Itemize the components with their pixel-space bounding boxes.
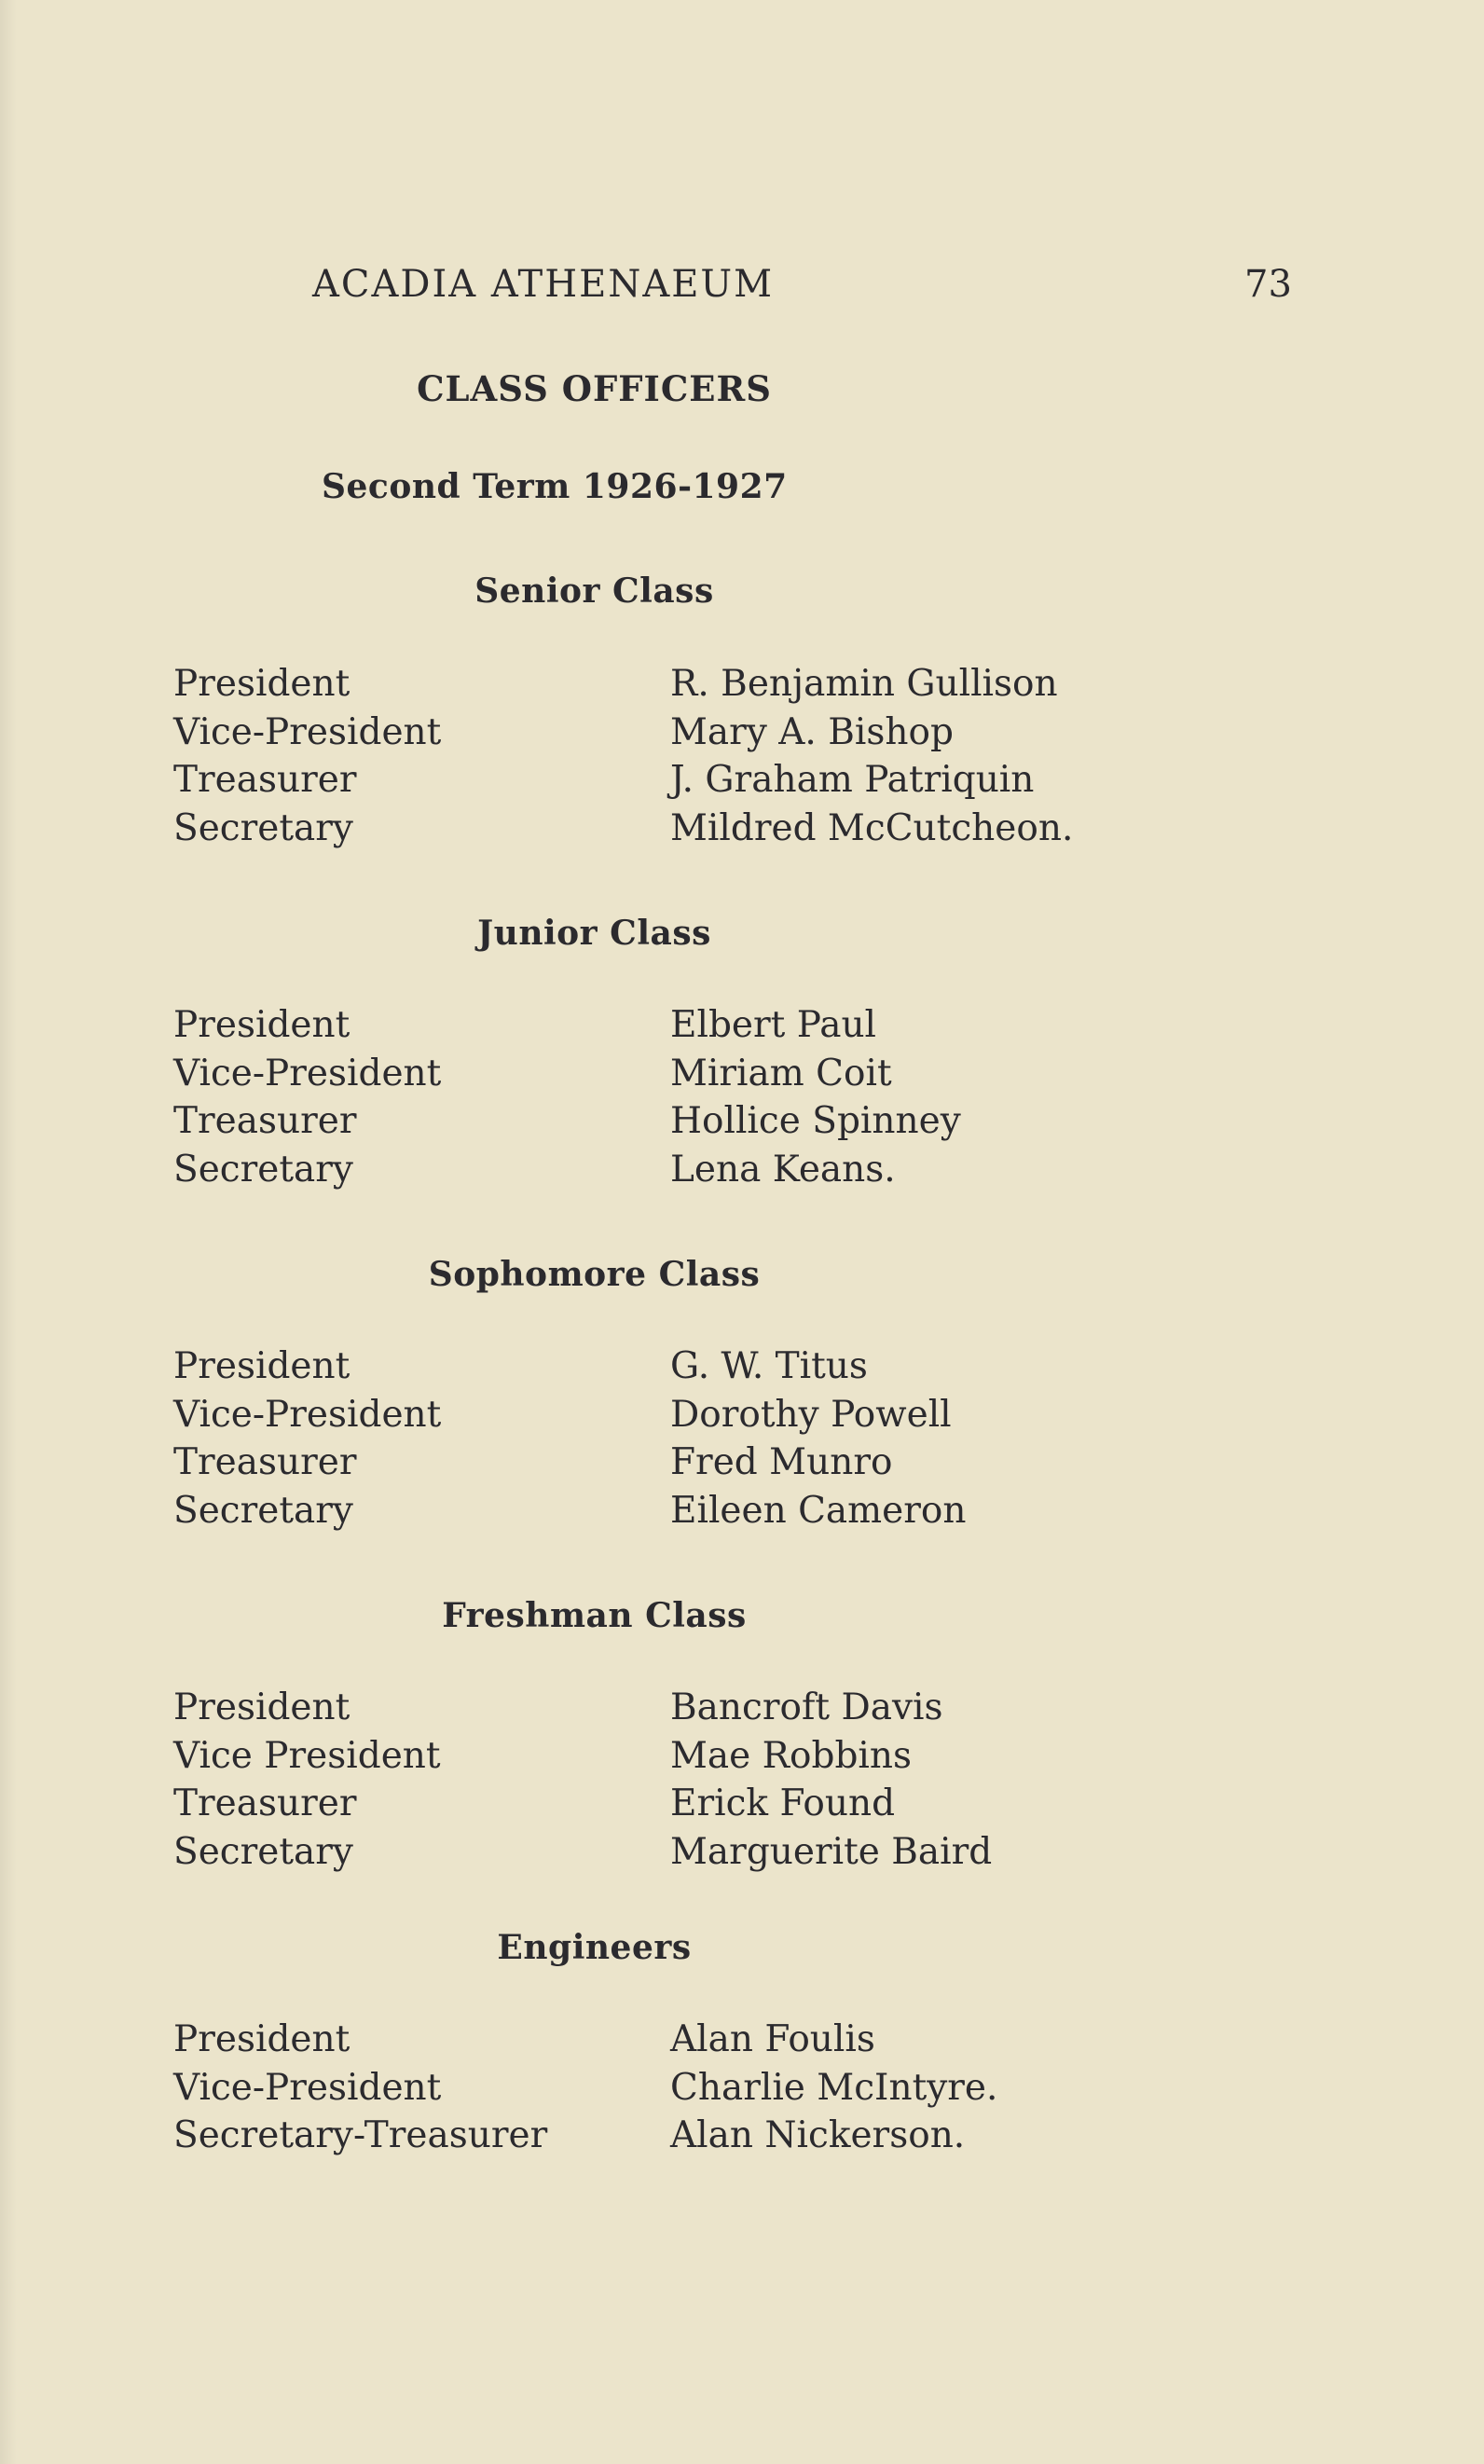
- officer-row: [173, 1391, 1199, 1439]
- officer-name: Alan Foulis: [670, 2018, 875, 2060]
- officer-name: Dorothy Powell: [670, 1393, 952, 1436]
- roster-engineers: [173, 2016, 1199, 2160]
- officer-name: Bancroft Davis: [670, 1686, 943, 1728]
- officer-row: [173, 1342, 1199, 1391]
- officer-name: Hollice Spinney: [670, 1100, 961, 1142]
- officer-row: [173, 2016, 1199, 2064]
- roster-senior: [173, 660, 1199, 852]
- officer-name: Fred Munro: [670, 1441, 893, 1483]
- office-label: Vice-President: [173, 2066, 442, 2109]
- officer-row: [173, 1050, 1199, 1098]
- office-label: President: [173, 1345, 350, 1387]
- officer-row: [173, 1487, 1199, 1535]
- office-label: President: [173, 663, 350, 705]
- office-label: President: [173, 2018, 350, 2060]
- officer-name: Eileen Cameron: [670, 1489, 967, 1532]
- officer-row: [173, 1001, 1199, 1050]
- running-head: ACADIA ATHENAEUM: [312, 263, 775, 306]
- office-label: President: [173, 1686, 350, 1728]
- office-label: Treasurer: [173, 1441, 357, 1483]
- section-title-engineers: Engineers: [497, 1928, 692, 1967]
- officer-name: Elbert Paul: [670, 1004, 877, 1046]
- officer-row: [173, 805, 1199, 853]
- officer-name: Erick Found: [670, 1783, 896, 1824]
- roster-sophomore: [173, 1342, 1199, 1535]
- officer-name: Charlie McIntyre.: [670, 2066, 998, 2109]
- page-number: 73: [1244, 263, 1292, 306]
- page-title: CLASS OFFICERS: [417, 368, 772, 409]
- officer-name: Miriam Coit: [670, 1052, 892, 1094]
- roster-junior: [173, 1001, 1199, 1193]
- officer-row: [173, 709, 1199, 757]
- officer-row: [173, 1684, 1199, 1732]
- section-title-sophomore: Sophomore Class: [428, 1255, 761, 1294]
- office-label: Treasurer: [173, 1783, 357, 1824]
- office-label: Treasurer: [173, 759, 357, 801]
- officer-row: [173, 756, 1199, 805]
- officer-name: Mae Robbins: [670, 1734, 913, 1777]
- office-label: Secretary: [173, 1148, 353, 1191]
- officer-row: [173, 1732, 1199, 1781]
- officer-name: J. Graham Patriquin: [670, 759, 1035, 801]
- officer-name: Alan Nickerson.: [670, 2114, 966, 2156]
- office-label: Vice-President: [173, 1052, 442, 1094]
- office-label: Secretary: [173, 1830, 353, 1873]
- officer-name: G. W. Titus: [670, 1345, 868, 1387]
- term-heading: Second Term 1926-1927: [322, 467, 788, 506]
- officer-name: Lena Keans.: [670, 1148, 896, 1191]
- office-label: Secretary: [173, 1489, 353, 1532]
- officer-name: Marguerite Baird: [670, 1830, 993, 1873]
- office-label: Treasurer: [173, 1100, 357, 1142]
- officer-name: Mildred McCutcheon.: [670, 806, 1074, 849]
- section-title-senior: Senior Class: [474, 571, 714, 611]
- office-label: Vice President: [173, 1734, 441, 1777]
- officer-row: [173, 1828, 1199, 1877]
- office-label: Vice-President: [173, 1393, 442, 1436]
- officer-row: [173, 2112, 1199, 2160]
- officer-name: Mary A. Bishop: [670, 710, 954, 753]
- officer-row: [173, 660, 1199, 709]
- officer-row: [173, 2064, 1199, 2113]
- office-label: Secretary-Treasurer: [173, 2114, 548, 2156]
- section-title-freshman: Freshman Class: [442, 1596, 747, 1635]
- officer-row: [173, 1438, 1199, 1487]
- officer-row: [173, 1097, 1199, 1146]
- office-label: Secretary: [173, 806, 353, 849]
- section-title-junior: Junior Class: [477, 914, 711, 953]
- roster-freshman: [173, 1684, 1199, 1876]
- officer-row: [173, 1146, 1199, 1194]
- office-label: Vice-President: [173, 710, 442, 753]
- officer-name: R. Benjamin Gullison: [670, 663, 1058, 705]
- office-label: President: [173, 1004, 350, 1046]
- officer-row: [173, 1780, 1199, 1828]
